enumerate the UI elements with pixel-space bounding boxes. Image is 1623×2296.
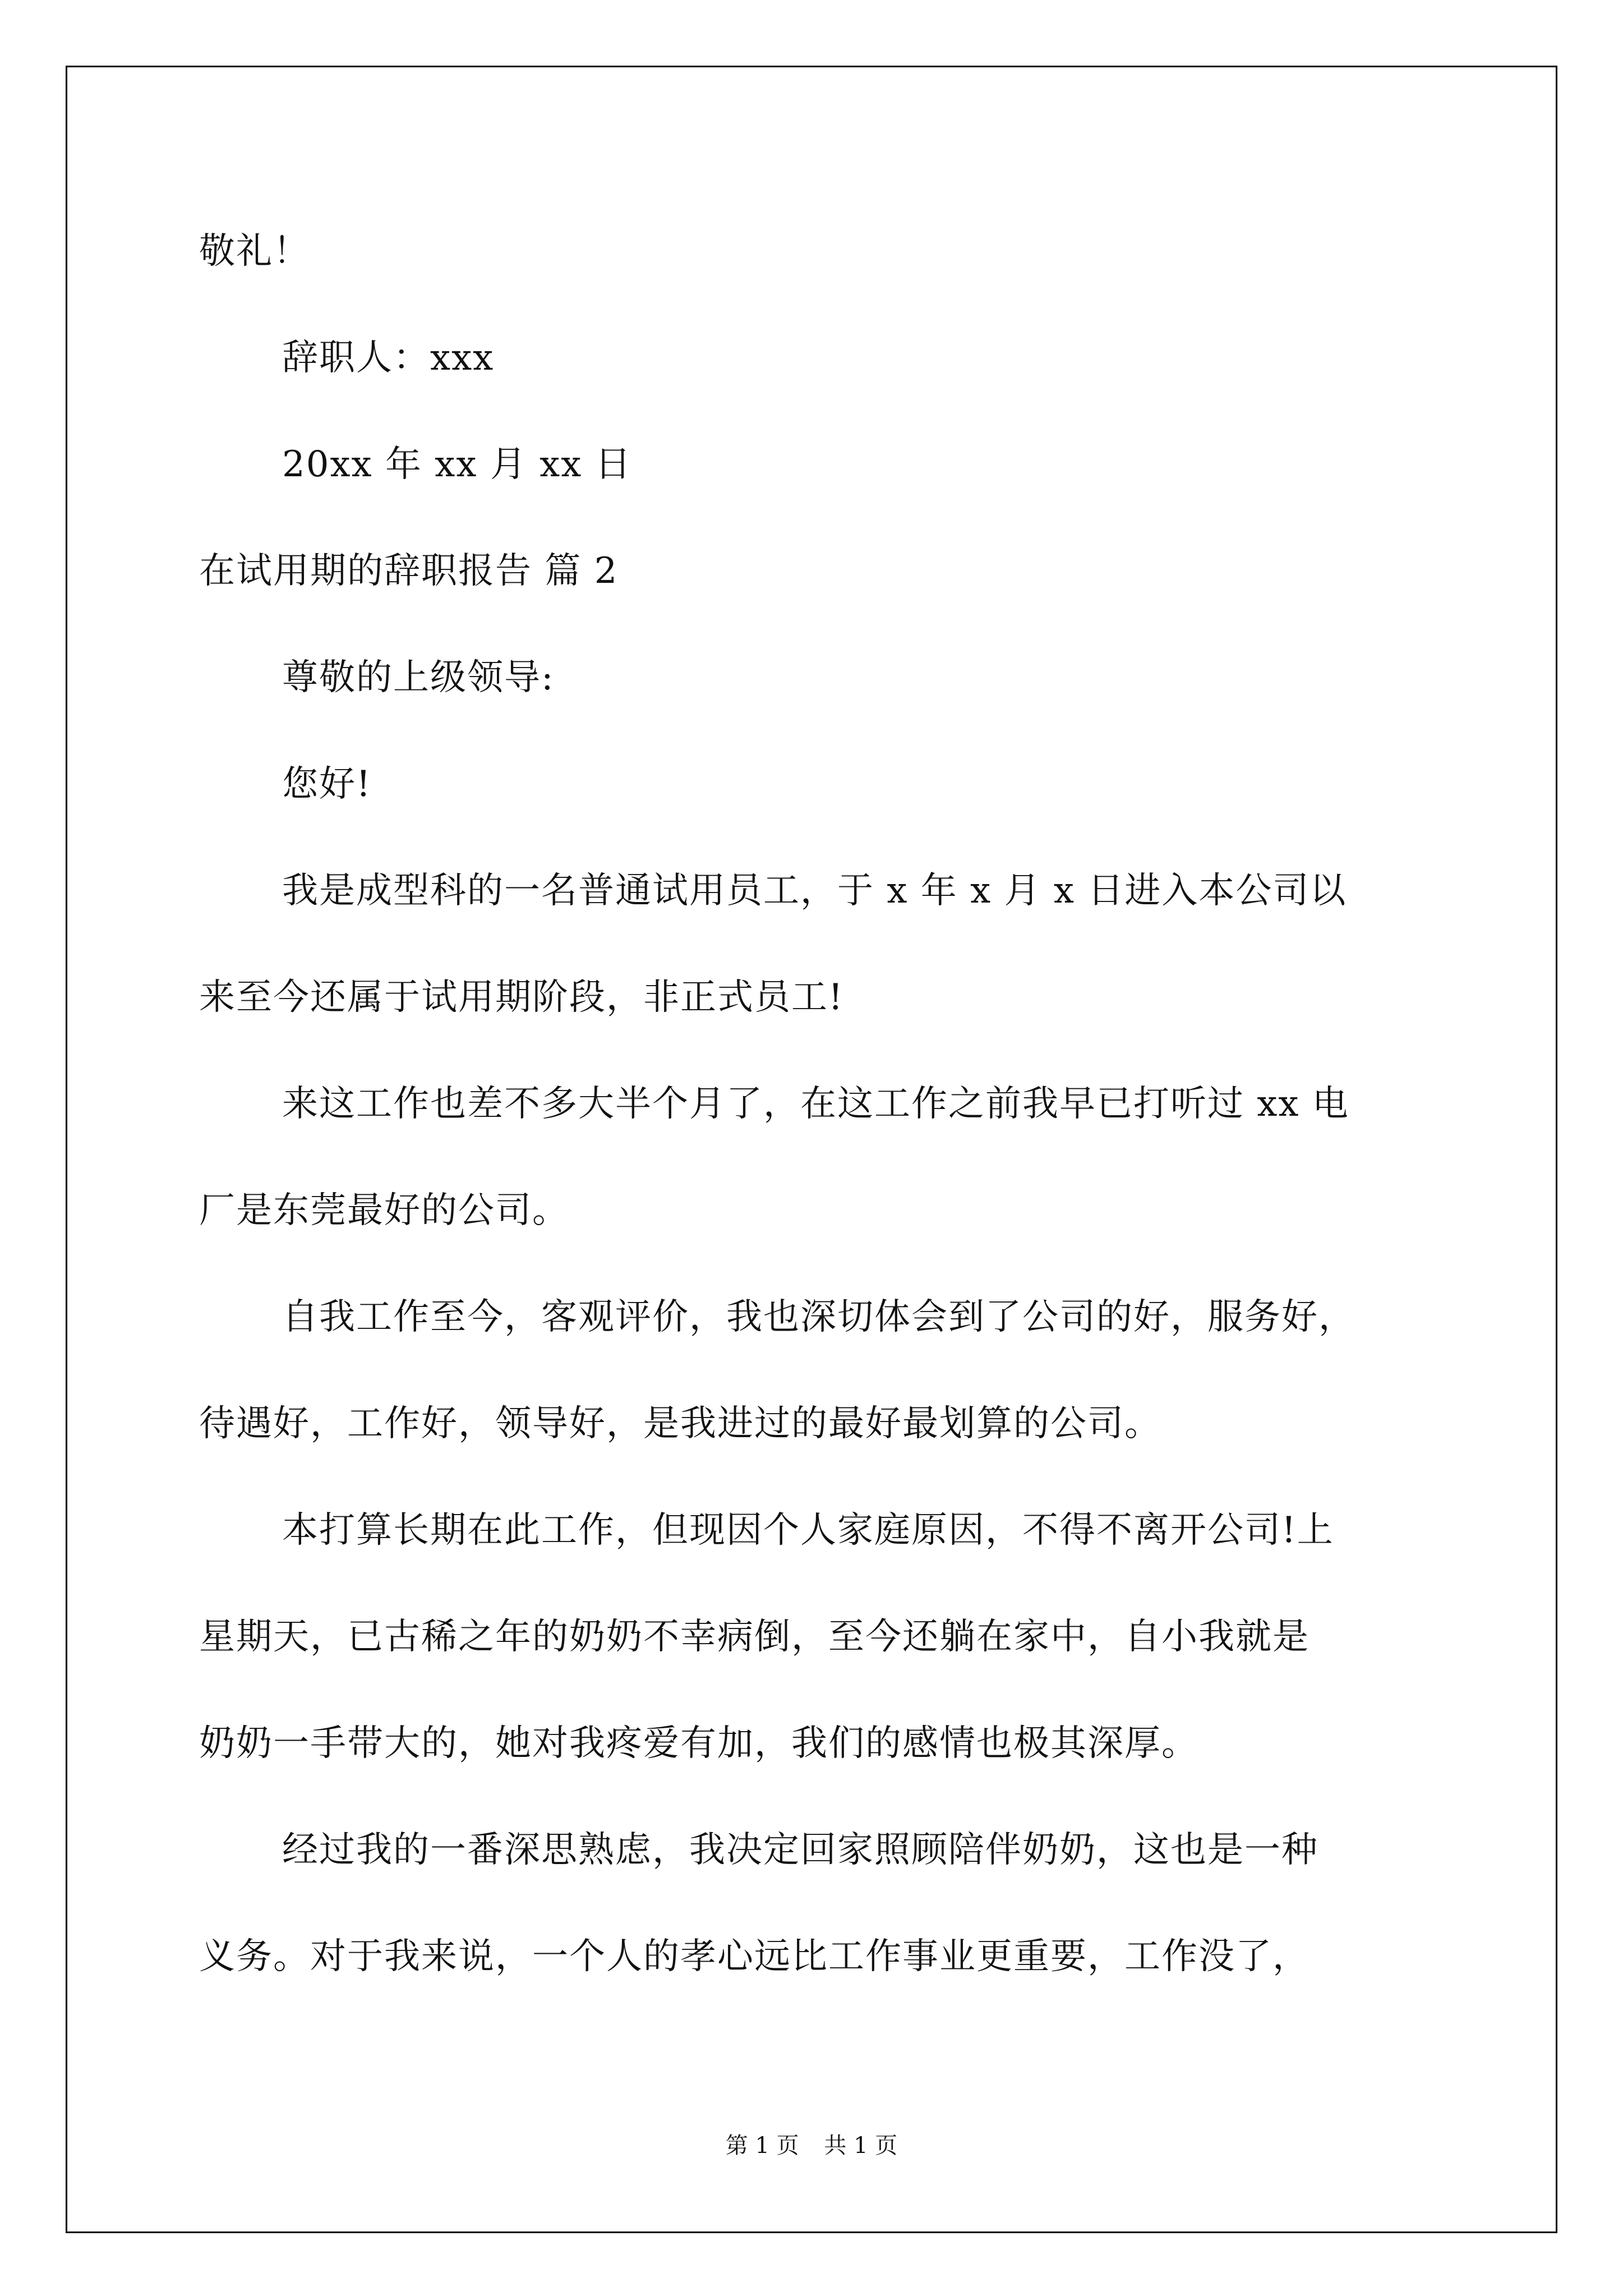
paragraph-line: 星期天，已古稀之年的奶奶不幸病倒，至今还躺在家中，自小我就是 — [199, 1616, 1310, 1658]
salutation-text: 尊敬的上级领导: — [282, 657, 555, 698]
paragraph-line: 自我工作至今，客观评价，我也深切体会到了公司的好，服务好， — [282, 1296, 1355, 1338]
paragraph-line: 经过我的一番深思熟虑，我决定回家照顾陪伴奶奶，这也是一种 — [282, 1829, 1318, 1871]
greeting-text: 您好! — [282, 763, 372, 805]
paragraph-line: 本打算长期在此工作，但现因个人家庭原因，不得不离开公司!上 — [282, 1510, 1334, 1551]
paragraph-line: 义务。对于我来说，一个人的孝心远比工作事业更重要，工作没了， — [199, 1936, 1310, 1977]
date-text: 20xx 年 xx 月 xx 日 — [282, 444, 632, 485]
paragraph-line: 奶奶一手带大的，她对我疼爱有加，我们的感情也极其深厚。 — [199, 1723, 1198, 1764]
paragraph-line: 来至今还属于试用期阶段，非正式员工! — [199, 977, 844, 1018]
page-number: 第 1 页 — [725, 2133, 799, 2159]
paragraph-line: 待遇好，工作好，领导好，是我进过的最好最划算的公司。 — [199, 1403, 1161, 1444]
signature-text: 辞职人：xxx — [282, 337, 495, 379]
page-footer — [0, 2132, 1623, 2160]
paragraph-line: 我是成型科的一名普通试用员工，于 x 年 x 月 x 日进入本公司以 — [282, 870, 1347, 912]
paragraph-line: 来这工作也差不多大半个月了，在这工作之前我早已打听过 xx 电 — [282, 1083, 1349, 1125]
section-title: 在试用期的辞职报告 篇 2 — [199, 550, 619, 592]
paragraph-line: 厂是东莞最好的公司。 — [199, 1190, 569, 1231]
closing-text: 敬礼！ — [199, 231, 310, 272]
page-total: 共 1 页 — [824, 2133, 898, 2159]
page-border — [66, 66, 1557, 2233]
